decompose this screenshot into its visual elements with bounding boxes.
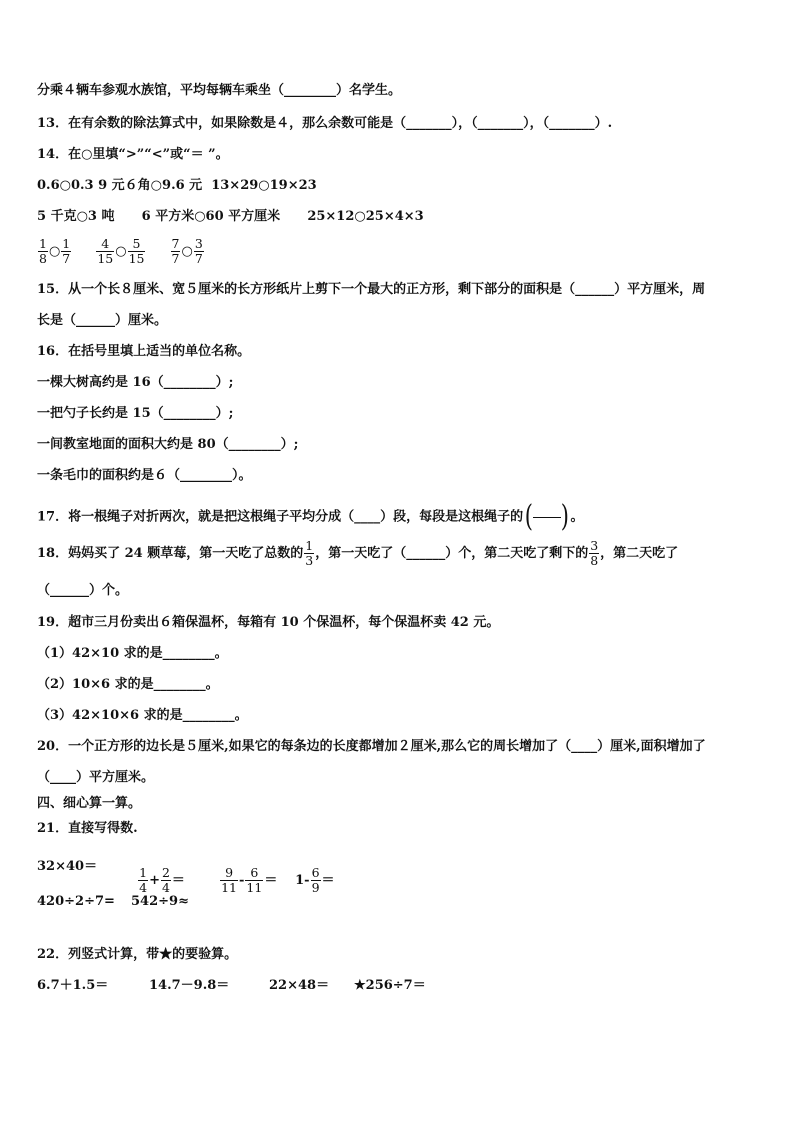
- fraction: $\frac{4}{15}$: [97, 236, 114, 266]
- question-19-item: （2）10×6 求的是________。: [37, 677, 219, 692]
- question-17: 17．将一根绳子对折两次，就是把这根绳子平均分成（____）段，每段是这根绳子的( ) 。: [37, 499, 584, 534]
- section-4-heading: 四、细心算一算。: [37, 796, 142, 811]
- fraction: $\frac{6}{11}$: [246, 865, 263, 895]
- question-13: 13．在有余数的除法算式中，如果除数是４，那么余数可能是（_______），（_______），（_______）.: [37, 116, 613, 131]
- fraction: $\frac{3}{7}$: [194, 236, 203, 266]
- fraction: $\frac{9}{11}$: [221, 865, 238, 895]
- fraction: $\frac{1}{4}$: [139, 865, 148, 895]
- question-18-line1: 18．妈妈买了 24 颗草莓，第一天吃了总数的 $\frac{1}{3}$ ，第一天吃了（______）个，第二天吃了剩下的 $\frac{3}{8}$ ，第二天吃了: [37, 538, 679, 568]
- question-14-row1: 0.6○0.3 9 元６角○9.6 元 13×29○19×23: [37, 178, 317, 193]
- question-16-item: 一棵大树高约是 16（________）;: [37, 375, 234, 390]
- fraction: $\frac{1}{3}$: [305, 538, 314, 568]
- question-20-line1: 20．一个正方形的边长是５厘米,如果它的每条边的长度都增加２厘米,那么它的周长增加了（____）厘米,面积增加了: [37, 739, 706, 754]
- question-16-item: 一条毛巾的面积约是６（________）。: [37, 468, 252, 483]
- blank-fraction: [533, 517, 561, 518]
- question-22-title: 22．列竖式计算，带★的要验算。: [37, 947, 238, 962]
- question-15-line2: 长是（______）厘米。: [37, 313, 168, 328]
- question-14-title: 14．在○里填“>”“<”或“＝ ”。: [37, 147, 229, 162]
- fraction: $\frac{5}{15}$: [128, 236, 145, 266]
- question-16-title: 16．在括号里填上适当的单位名称。: [37, 344, 251, 359]
- fraction: $\frac{7}{7}$: [171, 236, 180, 266]
- question-19-item: （1）42×10 求的是________。: [37, 646, 228, 661]
- question-15-line1: 15．从一个长８厘米、宽５厘米的长方形纸片上剪下一个最大的正方形，剩下部分的面积是（______）平方厘米，周: [37, 282, 706, 297]
- question-19-title: 19．超市三月份卖出６箱保温杯，每箱有 10 个保温杯，每个保温杯卖 42 元。: [37, 615, 500, 630]
- question-18-line2: （______）个。: [37, 583, 129, 598]
- question-21-title: 21．直接写得数.: [37, 821, 138, 836]
- question-21-row1: 32×40＝ $\frac{1}{4}$ + $\frac{2}{4}$ ＝ $\frac{9}{11}$ - $\frac{6}{11}$ ＝ 1- $\frac{6}{9}$ ＝: [37, 859, 335, 895]
- q12-continuation: 分乘４辆车参观水族馆，平均每辆车乘坐（________）名学生。: [37, 83, 402, 98]
- fraction: $\frac{1}{7}$: [62, 236, 71, 266]
- question-16-item: 一间教室地面的面积大约是 80（________）;: [37, 437, 299, 452]
- question-14-row3: $\frac{1}{8}$ ○ $\frac{1}{7}$ $\frac{4}{15}$ ○ $\frac{5}{15}$ $\frac{7}{7}$ ○ $\frac{3}{7}$: [39, 236, 203, 266]
- question-16-item: 一把勺子长约是 15（________）;: [37, 406, 234, 421]
- question-20-line2: （____）平方厘米。: [37, 770, 155, 785]
- question-14-row2: 5 千克○3 吨 6 平方米○60 平方厘米 25×12○25×4×3: [37, 209, 424, 224]
- fraction: $\frac{3}{8}$: [590, 538, 599, 568]
- fraction: $\frac{2}{4}$: [161, 865, 170, 895]
- fraction: $\frac{1}{8}$: [39, 236, 47, 266]
- question-21-row2: 420÷2÷7= 542÷9≈: [37, 894, 189, 909]
- question-19-item: （3）42×10×6 求的是________。: [37, 708, 248, 723]
- fraction: $\frac{6}{9}$: [311, 865, 320, 895]
